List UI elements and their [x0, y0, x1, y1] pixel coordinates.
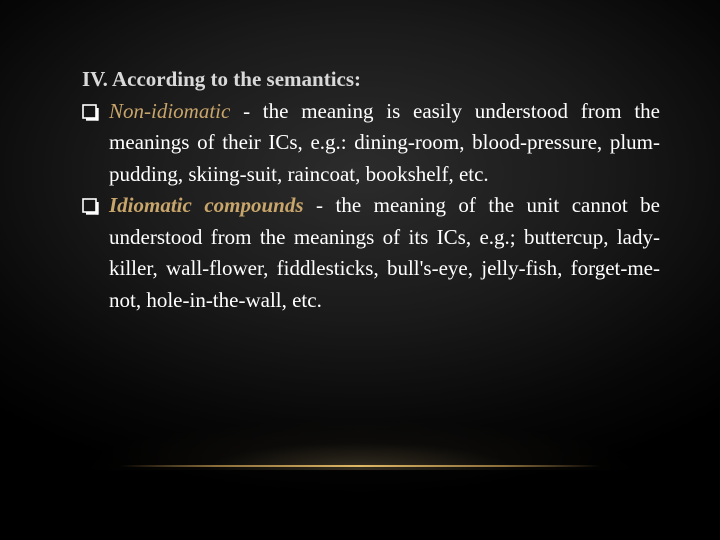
bullet-idiomatic-compounds [82, 190, 660, 316]
bullet-non-idiomatic [82, 96, 660, 191]
slide-content [82, 64, 660, 316]
bullet-text: - the meaning of the unit cannot be understood from the meanings of its ICs, e.g.; buttercup, lady-killer, wall-flower, fiddlesticks, bull's-eye, jelly-fish, forget-me-not, hole-in-the-wall, etc. [109, 193, 660, 312]
bullet-text: - the meaning is easily understood from the meanings of their ICs, e.g.: dining-room, blood-pressure, plum-pudding, skiing-suit, raincoat, bookshelf, etc. [109, 98, 660, 186]
checkbox-bullet-icon [82, 198, 99, 215]
decorative-gold-line [120, 465, 600, 467]
bottom-glow [80, 420, 640, 470]
bullet-term: Non-idiomatic [109, 98, 231, 123]
bullet-term: Idiomatic compounds [109, 193, 304, 217]
checkbox-bullet-icon [82, 104, 99, 121]
section-heading: IV. According to the semantics: [82, 67, 362, 91]
